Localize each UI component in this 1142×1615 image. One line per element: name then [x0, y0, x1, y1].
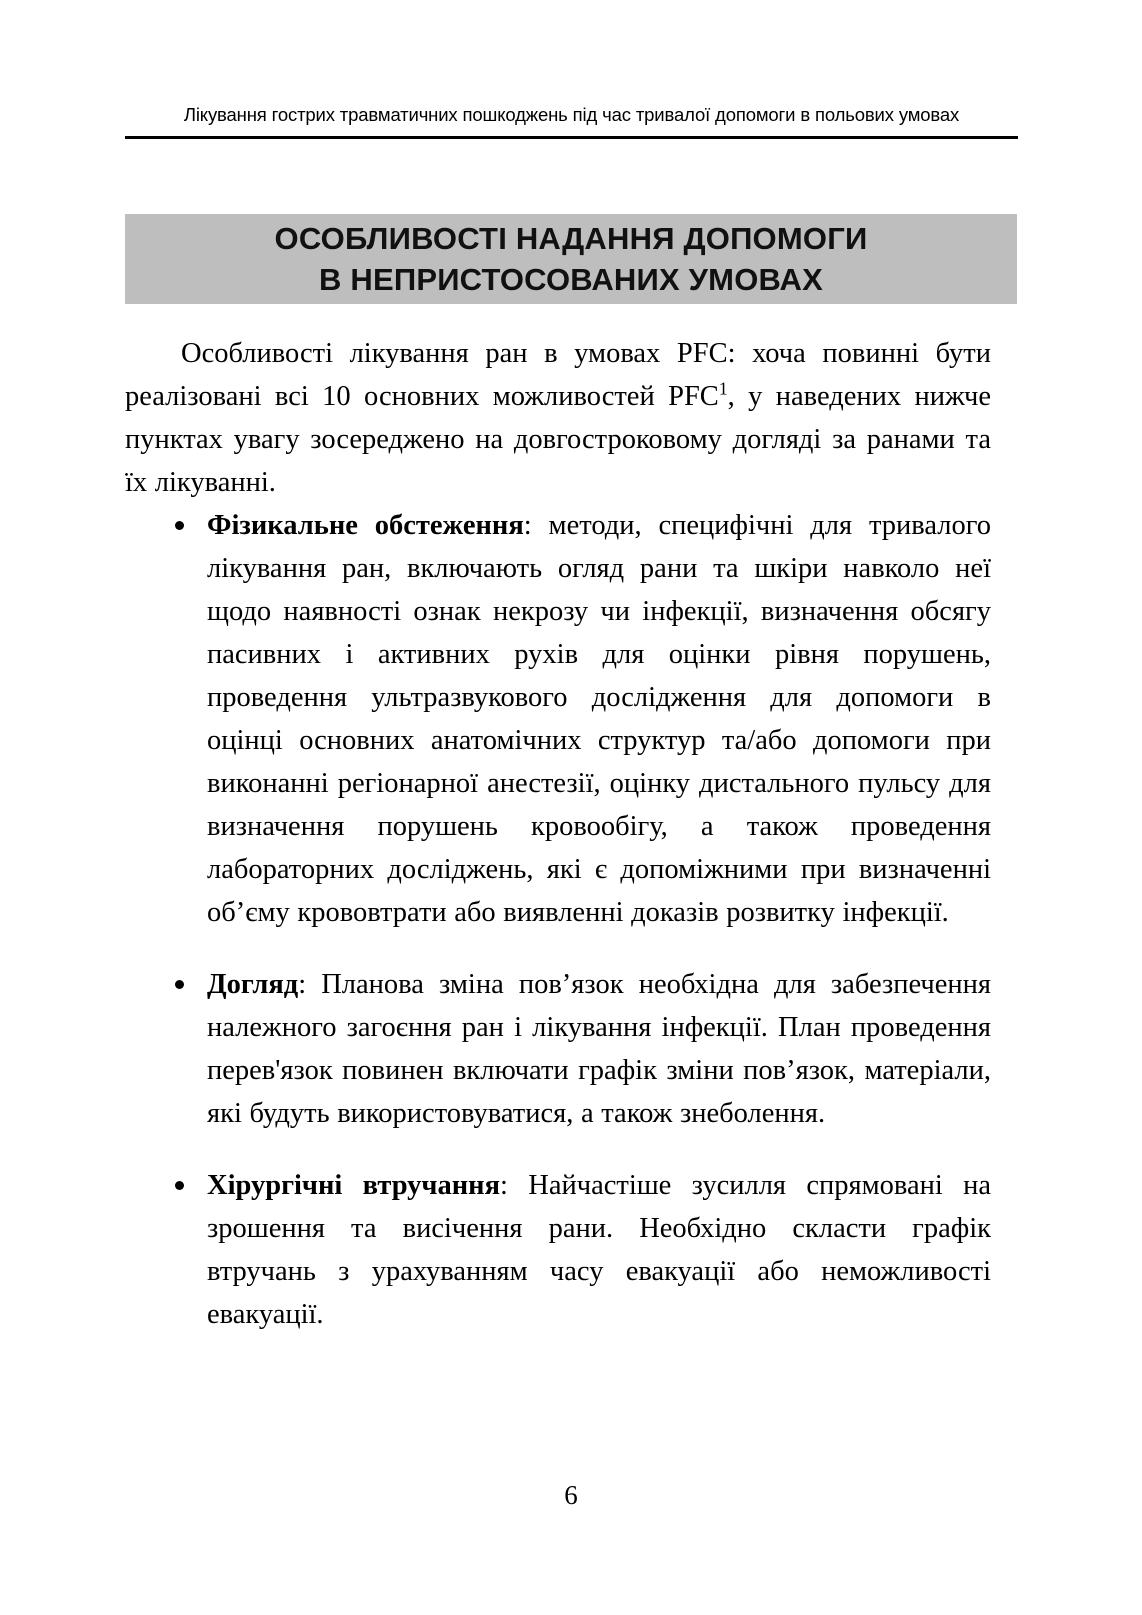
bullet-dot-icon [175, 980, 184, 989]
page-number: 6 [564, 1480, 578, 1510]
bullet-dot-icon [175, 1181, 184, 1190]
list-item [125, 504, 991, 934]
list-item [125, 963, 991, 1135]
bullet-body-text: : Планова зміна пов’язок необхідна для забезпечення належного загоєння ран і лікування інфекції. План проведення перев'язок повинен включати графік зміни пов’язок, матеріали, які будуть використовуватися, а також знеболення. [207, 969, 991, 1129]
intro-paragraph [125, 332, 991, 504]
bullet-body-text: : методи, специфічні для тривалого лікування ран, включають огляд рани та шкіри навколо неї щодо наявності ознак некрозу чи інфекції, визначення обсягу пасивних і активних рухів для оцінки рівня порушень, проведення ультразвукового дослідження для допомоги в оцінці основних анатомічних структур та/або допомоги при виконанні регіонарної анестезії, оцінку дистального пульсу для визначення порушень кровообігу, а також проведення лабораторних досліджень, які є допоміжними при визначенні об’єму крововтрати або виявленні доказів розвитку інфекції. [207, 510, 991, 928]
bullet-lead-label: Догляд [207, 969, 299, 1000]
bullet-body-text: : Найчастіше зусилля спрямовані на зрошення та висічення рани. Необхідно скласти графік втручань з урахуванням часу евакуації або неможливості евакуації. [207, 1170, 992, 1330]
bullet-lead-label: Фізикальне обстеження [207, 510, 524, 541]
running-header: Лікування гострих травматичних пошкоджень під час тривалої допомоги в польових умовах [183, 104, 960, 125]
body-content [125, 332, 991, 1336]
footnote-marker: 1 [718, 378, 728, 399]
section-title-line-2: В НЕПРИСТОСОВАНИХ УМОВАХ [318, 262, 824, 297]
intro-text-part-2: , у наведених нижче пунктах увагу зосереджено на довгостроковому догляді за ранами та їх лікуванні. [125, 381, 992, 498]
bullet-dot-icon [175, 521, 184, 530]
header-rule [125, 136, 1018, 139]
intro-text-part-1: Особливості лікування ран в умовах PFC: хоча повинні бути реалізовані всі 10 основних можливостей PFC [125, 338, 991, 412]
bullet-list [125, 504, 991, 1336]
list-item [125, 1164, 991, 1336]
section-title-line-1: ОСОБЛИВОСТІ НАДАННЯ ДОПОМОГИ [274, 220, 868, 256]
section-title-banner [125, 214, 1017, 304]
bullet-lead-label: Хірургічні втручання [207, 1170, 501, 1201]
